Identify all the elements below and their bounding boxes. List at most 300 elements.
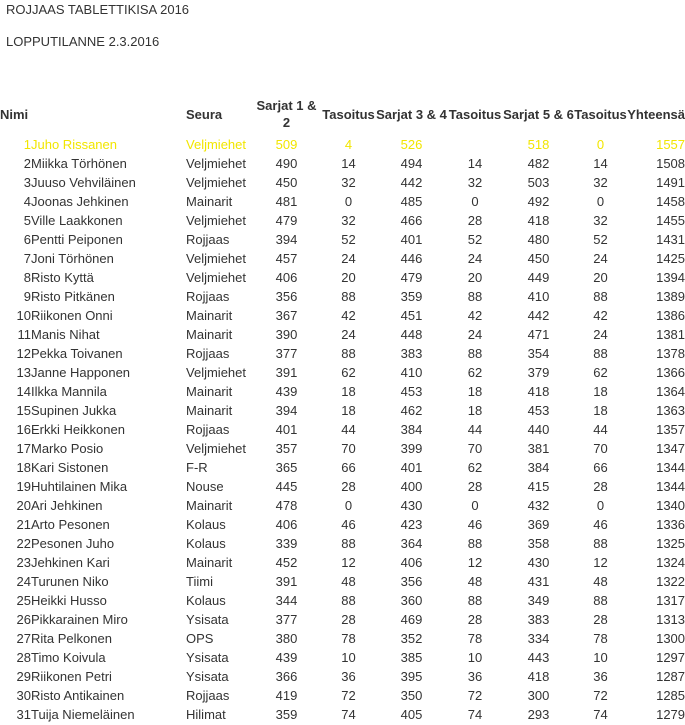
cell-sarjat-3-4: 364 bbox=[400, 536, 423, 551]
cell-tasoitus-2: 24 bbox=[467, 251, 483, 266]
cell-sarjat-5-6: 418 bbox=[527, 669, 550, 684]
cell-sarjat-3-4: 451 bbox=[400, 308, 423, 323]
cell-club: Veljmiehet bbox=[186, 441, 246, 456]
cell-tasoitus-2: 18 bbox=[467, 384, 483, 399]
cell-sarjat-1-2: 490 bbox=[275, 156, 298, 171]
cell-club: Veljmiehet bbox=[186, 365, 246, 380]
cell-total: 1366 bbox=[656, 365, 685, 380]
cell-tasoitus-3: 20 bbox=[593, 270, 608, 285]
cell-tasoitus-3: 72 bbox=[593, 688, 608, 703]
cell-name: Timo Koivula bbox=[31, 650, 106, 665]
cell-sarjat-5-6: 410 bbox=[527, 289, 550, 304]
cell-name: Rita Pelkonen bbox=[31, 631, 112, 646]
cell-rank: 20 bbox=[16, 498, 31, 513]
cell-total: 1389 bbox=[656, 289, 685, 304]
cell-tasoitus-2: 24 bbox=[467, 327, 483, 342]
cell-sarjat-5-6: 432 bbox=[527, 498, 550, 513]
cell-rank: 2 bbox=[23, 156, 31, 171]
cell-sarjat-3-4: 399 bbox=[400, 441, 423, 456]
cell-sarjat-1-2: 479 bbox=[275, 213, 298, 228]
table-row bbox=[0, 363, 685, 382]
cell-sarjat-5-6: 415 bbox=[527, 479, 550, 494]
cell-sarjat-3-4: 462 bbox=[400, 403, 423, 418]
cell-sarjat-5-6: 482 bbox=[527, 156, 550, 171]
cell-sarjat-5-6: 480 bbox=[527, 232, 550, 247]
cell-sarjat-3-4: 359 bbox=[400, 289, 423, 304]
cell-rank: 30 bbox=[16, 688, 31, 703]
cell-sarjat-5-6: 440 bbox=[527, 422, 550, 437]
cell-total: 1325 bbox=[656, 536, 685, 551]
cell-tasoitus-2: 88 bbox=[467, 536, 483, 551]
cell-club: Mainarit bbox=[186, 498, 233, 513]
cell-sarjat-1-2: 445 bbox=[275, 479, 298, 494]
cell-club: Mainarit bbox=[186, 194, 233, 209]
cell-tasoitus-2: 18 bbox=[467, 403, 483, 418]
table-row bbox=[0, 477, 685, 496]
cell-club: Kolaus bbox=[186, 517, 226, 532]
cell-name: Erkki Heikkonen bbox=[31, 422, 125, 437]
cell-rank: 26 bbox=[16, 612, 31, 627]
cell-total: 1458 bbox=[656, 194, 685, 209]
table-row bbox=[0, 686, 685, 705]
cell-tasoitus-3: 88 bbox=[593, 593, 608, 608]
cell-sarjat-5-6: 450 bbox=[527, 251, 550, 266]
cell-total: 1287 bbox=[656, 669, 685, 684]
cell-sarjat-3-4: 448 bbox=[400, 327, 423, 342]
cell-sarjat-3-4: 356 bbox=[400, 574, 423, 589]
cell-total: 1394 bbox=[656, 270, 685, 285]
header-sarjat-5-6: Sarjat 5 & 6 bbox=[503, 106, 574, 122]
cell-name: Joonas Jehkinen bbox=[31, 194, 129, 209]
cell-name: Tuija Niemeläinen bbox=[31, 707, 135, 722]
cell-name: Arto Pesonen bbox=[31, 517, 110, 532]
cell-club: Veljmiehet bbox=[186, 156, 246, 171]
cell-sarjat-1-2: 419 bbox=[275, 688, 298, 703]
cell-sarjat-5-6: 449 bbox=[527, 270, 550, 285]
cell-sarjat-5-6: 383 bbox=[527, 612, 550, 627]
table-row bbox=[0, 572, 685, 591]
cell-tasoitus-2: 88 bbox=[467, 289, 483, 304]
cell-tasoitus-2: 46 bbox=[467, 517, 483, 532]
cell-sarjat-5-6: 369 bbox=[527, 517, 550, 532]
cell-rank: 31 bbox=[16, 707, 31, 722]
table-row bbox=[0, 705, 685, 724]
header-tasoitus-3: Tasoitus bbox=[574, 106, 627, 122]
cell-club: Rojjaas bbox=[186, 688, 230, 703]
cell-total: 1357 bbox=[656, 422, 685, 437]
cell-tasoitus-3: 70 bbox=[593, 441, 608, 456]
header-tasoitus-2: Tasoitus bbox=[448, 106, 502, 122]
cell-tasoitus-2: 52 bbox=[467, 232, 483, 247]
cell-sarjat-1-2: 391 bbox=[275, 574, 298, 589]
cell-tasoitus-2: 70 bbox=[467, 441, 483, 456]
cell-tasoitus-3: 18 bbox=[593, 403, 608, 418]
cell-total: 1300 bbox=[656, 631, 685, 646]
cell-tasoitus-3: 24 bbox=[593, 327, 608, 342]
cell-sarjat-5-6: 430 bbox=[527, 555, 550, 570]
cell-tasoitus-2: 44 bbox=[467, 422, 483, 437]
cell-tasoitus-1: 78 bbox=[341, 631, 356, 646]
cell-sarjat-1-2: 457 bbox=[275, 251, 298, 266]
cell-sarjat-3-4: 485 bbox=[400, 194, 423, 209]
cell-tasoitus-1: 24 bbox=[341, 251, 356, 266]
cell-sarjat-1-2: 478 bbox=[275, 498, 298, 513]
cell-tasoitus-3: 18 bbox=[593, 384, 608, 399]
cell-tasoitus-2: 28 bbox=[467, 479, 483, 494]
cell-total: 1491 bbox=[656, 175, 685, 190]
cell-club: Kolaus bbox=[186, 536, 226, 551]
cell-total: 1455 bbox=[656, 213, 685, 228]
cell-sarjat-1-2: 401 bbox=[275, 422, 298, 437]
cell-rank: 18 bbox=[16, 460, 31, 475]
cell-tasoitus-3: 14 bbox=[593, 156, 608, 171]
cell-sarjat-3-4: 401 bbox=[400, 232, 423, 247]
cell-sarjat-5-6: 334 bbox=[527, 631, 550, 646]
cell-sarjat-1-2: 509 bbox=[275, 137, 298, 152]
cell-tasoitus-3: 24 bbox=[593, 251, 608, 266]
cell-rank: 23 bbox=[16, 555, 31, 570]
table-row bbox=[0, 211, 685, 230]
cell-sarjat-1-2: 339 bbox=[275, 536, 298, 551]
cell-sarjat-3-4: 352 bbox=[400, 631, 423, 646]
cell-tasoitus-2: 48 bbox=[467, 574, 483, 589]
cell-club: Veljmiehet bbox=[186, 270, 246, 285]
cell-total: 1297 bbox=[656, 650, 685, 665]
cell-tasoitus-3: 32 bbox=[593, 175, 608, 190]
cell-tasoitus-2: 88 bbox=[467, 593, 483, 608]
cell-sarjat-5-6: 300 bbox=[527, 688, 550, 703]
cell-club: Hilimat bbox=[186, 707, 226, 722]
cell-sarjat-3-4: 494 bbox=[400, 156, 423, 171]
cell-tasoitus-1: 70 bbox=[341, 441, 356, 456]
cell-sarjat-3-4: 446 bbox=[400, 251, 423, 266]
cell-club: Rojjaas bbox=[186, 346, 230, 361]
cell-sarjat-3-4: 453 bbox=[400, 384, 423, 399]
cell-rank: 10 bbox=[16, 308, 31, 323]
cell-rank: 17 bbox=[16, 441, 31, 456]
cell-sarjat-5-6: 358 bbox=[527, 536, 550, 551]
cell-sarjat-5-6: 384 bbox=[527, 460, 550, 475]
cell-tasoitus-1: 88 bbox=[341, 289, 356, 304]
cell-rank: 11 bbox=[17, 327, 31, 342]
table-row bbox=[0, 382, 685, 401]
cell-tasoitus-3: 28 bbox=[593, 612, 608, 627]
cell-sarjat-3-4: 469 bbox=[400, 612, 423, 627]
cell-tasoitus-3: 62 bbox=[593, 365, 608, 380]
cell-rank: 4 bbox=[23, 194, 31, 209]
cell-tasoitus-1: 4 bbox=[344, 137, 353, 152]
cell-sarjat-1-2: 367 bbox=[275, 308, 298, 323]
cell-sarjat-1-2: 394 bbox=[275, 232, 298, 247]
cell-tasoitus-1: 0 bbox=[344, 194, 353, 209]
cell-tasoitus-2: 28 bbox=[467, 213, 483, 228]
cell-total: 1378 bbox=[656, 346, 685, 361]
cell-tasoitus-1: 36 bbox=[341, 669, 356, 684]
cell-sarjat-3-4: 526 bbox=[400, 137, 423, 152]
cell-rank: 19 bbox=[16, 479, 31, 494]
cell-name: Pesonen Juho bbox=[31, 536, 115, 551]
cell-sarjat-5-6: 518 bbox=[527, 137, 550, 152]
cell-tasoitus-2: 42 bbox=[467, 308, 483, 323]
cell-total: 1364 bbox=[656, 384, 685, 399]
cell-total: 1386 bbox=[656, 308, 685, 323]
cell-name: Kari Sistonen bbox=[31, 460, 109, 475]
cell-club: Nouse bbox=[186, 479, 224, 494]
cell-sarjat-5-6: 381 bbox=[527, 441, 550, 456]
cell-sarjat-1-2: 452 bbox=[275, 555, 298, 570]
cell-sarjat-1-2: 481 bbox=[275, 194, 298, 209]
table-row bbox=[0, 496, 685, 515]
cell-tasoitus-3: 36 bbox=[593, 669, 608, 684]
cell-club: F-R bbox=[186, 460, 208, 475]
cell-tasoitus-3: 0 bbox=[596, 194, 605, 209]
table-row bbox=[0, 344, 685, 363]
cell-tasoitus-1: 88 bbox=[341, 346, 356, 361]
cell-tasoitus-2: 36 bbox=[467, 669, 483, 684]
table-row bbox=[0, 268, 685, 287]
cell-sarjat-1-2: 357 bbox=[275, 441, 298, 456]
cell-tasoitus-3: 66 bbox=[593, 460, 608, 475]
cell-tasoitus-3: 74 bbox=[593, 707, 608, 722]
cell-tasoitus-2: 0 bbox=[471, 498, 479, 513]
cell-tasoitus-3: 32 bbox=[593, 213, 608, 228]
page-title: ROJJAAS TABLETTIKISA 2016 bbox=[6, 2, 190, 17]
cell-total: 1322 bbox=[656, 574, 685, 589]
cell-sarjat-3-4: 430 bbox=[400, 498, 423, 513]
header-nimi: Nimi bbox=[0, 106, 29, 122]
cell-sarjat-3-4: 406 bbox=[400, 555, 423, 570]
cell-tasoitus-1: 28 bbox=[341, 479, 356, 494]
cell-sarjat-5-6: 442 bbox=[527, 308, 550, 323]
cell-tasoitus-1: 28 bbox=[341, 612, 356, 627]
cell-rank: 28 bbox=[16, 650, 31, 665]
cell-name: Ville Laakkonen bbox=[31, 213, 123, 228]
cell-tasoitus-3: 48 bbox=[593, 574, 608, 589]
cell-sarjat-3-4: 350 bbox=[400, 688, 423, 703]
cell-sarjat-5-6: 379 bbox=[527, 365, 550, 380]
cell-club: OPS bbox=[186, 631, 214, 646]
cell-club: Mainarit bbox=[186, 403, 233, 418]
cell-sarjat-3-4: 384 bbox=[400, 422, 423, 437]
cell-tasoitus-1: 74 bbox=[341, 707, 356, 722]
cell-total: 1363 bbox=[656, 403, 685, 418]
table-row bbox=[0, 534, 685, 553]
cell-sarjat-1-2: 365 bbox=[275, 460, 298, 475]
cell-sarjat-3-4: 400 bbox=[400, 479, 423, 494]
cell-total: 1344 bbox=[656, 460, 685, 475]
cell-sarjat-3-4: 383 bbox=[400, 346, 423, 361]
cell-total: 1324 bbox=[656, 555, 685, 570]
cell-tasoitus-1: 88 bbox=[341, 536, 356, 551]
table-row bbox=[0, 192, 685, 211]
cell-total: 1279 bbox=[656, 707, 685, 722]
cell-sarjat-3-4: 360 bbox=[400, 593, 423, 608]
cell-total: 1508 bbox=[656, 156, 685, 171]
cell-sarjat-1-2: 391 bbox=[275, 365, 298, 380]
cell-sarjat-5-6: 492 bbox=[527, 194, 550, 209]
table-row bbox=[0, 249, 685, 268]
cell-total: 1347 bbox=[656, 441, 685, 456]
cell-club: Rojjaas bbox=[186, 232, 230, 247]
cell-tasoitus-1: 48 bbox=[341, 574, 356, 589]
table-row bbox=[0, 648, 685, 667]
cell-name: Pikkarainen Miro bbox=[31, 612, 128, 627]
cell-sarjat-1-2: 439 bbox=[275, 650, 298, 665]
cell-rank: 22 bbox=[16, 536, 31, 551]
cell-club: Veljmiehet bbox=[186, 175, 246, 190]
cell-sarjat-1-2: 406 bbox=[275, 270, 298, 285]
cell-tasoitus-3: 0 bbox=[596, 137, 605, 152]
cell-sarjat-3-4: 401 bbox=[400, 460, 423, 475]
cell-rank: 14 bbox=[16, 384, 31, 399]
cell-name: Huhtilainen Mika bbox=[31, 479, 128, 494]
cell-rank: 3 bbox=[23, 175, 31, 190]
cell-tasoitus-1: 52 bbox=[341, 232, 356, 247]
cell-sarjat-1-2: 366 bbox=[275, 669, 298, 684]
cell-tasoitus-2: 74 bbox=[467, 707, 483, 722]
cell-name: Risto Antikainen bbox=[31, 688, 125, 703]
cell-total: 1557 bbox=[656, 137, 685, 152]
table-row bbox=[0, 515, 685, 534]
cell-club: Rojjaas bbox=[186, 422, 230, 437]
cell-club: Mainarit bbox=[186, 384, 233, 399]
cell-club: Tiimi bbox=[186, 574, 213, 589]
cell-total: 1344 bbox=[656, 479, 685, 494]
cell-name: Ari Jehkinen bbox=[31, 498, 103, 513]
cell-sarjat-5-6: 453 bbox=[527, 403, 550, 418]
cell-name: Miikka Törhönen bbox=[31, 156, 127, 171]
table-row bbox=[0, 458, 685, 477]
header-seura: Seura bbox=[186, 106, 223, 122]
table-row bbox=[0, 553, 685, 572]
cell-total: 1313 bbox=[656, 612, 685, 627]
table-row bbox=[0, 439, 685, 458]
cell-name: Ilkka Mannila bbox=[31, 384, 107, 399]
cell-tasoitus-3: 28 bbox=[593, 479, 608, 494]
cell-sarjat-1-2: 406 bbox=[275, 517, 298, 532]
cell-tasoitus-1: 32 bbox=[341, 213, 356, 228]
cell-sarjat-3-4: 385 bbox=[400, 650, 423, 665]
cell-rank: 6 bbox=[23, 232, 31, 247]
cell-sarjat-3-4: 442 bbox=[400, 175, 423, 190]
cell-rank: 29 bbox=[16, 669, 31, 684]
header-yhteensa: Yhteensä bbox=[627, 106, 685, 122]
cell-tasoitus-1: 72 bbox=[341, 688, 356, 703]
cell-name: Marko Posio bbox=[31, 441, 104, 456]
cell-sarjat-3-4: 466 bbox=[400, 213, 423, 228]
cell-rank: 27 bbox=[16, 631, 31, 646]
cell-sarjat-3-4: 423 bbox=[400, 517, 423, 532]
cell-sarjat-3-4: 479 bbox=[400, 270, 423, 285]
cell-tasoitus-1: 10 bbox=[341, 650, 356, 665]
cell-tasoitus-2: 88 bbox=[467, 346, 483, 361]
cell-rank: 7 bbox=[23, 251, 31, 266]
cell-sarjat-5-6: 418 bbox=[527, 213, 550, 228]
cell-tasoitus-3: 10 bbox=[593, 650, 608, 665]
cell-name: Juho Rissanen bbox=[31, 137, 117, 152]
cell-sarjat-1-2: 394 bbox=[275, 403, 298, 418]
cell-name: Risto Kyttä bbox=[31, 270, 94, 285]
table-row bbox=[0, 287, 685, 306]
cell-sarjat-1-2: 344 bbox=[275, 593, 298, 608]
cell-tasoitus-2: 72 bbox=[467, 688, 483, 703]
cell-name: Pentti Peiponen bbox=[31, 232, 123, 247]
cell-rank: 21 bbox=[16, 517, 31, 532]
cell-sarjat-3-4: 405 bbox=[400, 707, 423, 722]
cell-sarjat-3-4: 395 bbox=[400, 669, 423, 684]
cell-tasoitus-3: 88 bbox=[593, 289, 608, 304]
cell-total: 1340 bbox=[656, 498, 685, 513]
cell-rank: 13 bbox=[16, 365, 31, 380]
cell-club: Veljmiehet bbox=[186, 137, 246, 152]
cell-tasoitus-1: 14 bbox=[341, 156, 356, 171]
cell-tasoitus-2: 12 bbox=[467, 555, 483, 570]
cell-rank: 16 bbox=[16, 422, 31, 437]
cell-tasoitus-3: 78 bbox=[593, 631, 608, 646]
table-row bbox=[0, 401, 685, 420]
cell-tasoitus-1: 62 bbox=[341, 365, 356, 380]
cell-total: 1336 bbox=[656, 517, 685, 532]
cell-tasoitus-3: 12 bbox=[593, 555, 608, 570]
cell-sarjat-5-6: 418 bbox=[527, 384, 550, 399]
cell-tasoitus-2: 14 bbox=[467, 156, 483, 171]
cell-tasoitus-2 bbox=[447, 135, 503, 154]
cell-tasoitus-1: 88 bbox=[341, 593, 356, 608]
cell-club: Kolaus bbox=[186, 593, 226, 608]
cell-tasoitus-3: 44 bbox=[593, 422, 608, 437]
cell-name: Risto Pitkänen bbox=[31, 289, 115, 304]
table-row bbox=[0, 420, 685, 439]
cell-tasoitus-1: 42 bbox=[341, 308, 356, 323]
cell-tasoitus-3: 0 bbox=[596, 498, 605, 513]
table-row bbox=[0, 667, 685, 686]
header-sarjat-1-2: Sarjat 1 & 2 bbox=[256, 98, 317, 130]
cell-sarjat-1-2: 377 bbox=[275, 346, 298, 361]
cell-club: Ysisata bbox=[186, 650, 229, 665]
table-header-row bbox=[0, 93, 685, 135]
cell-tasoitus-2: 32 bbox=[467, 175, 483, 190]
cell-tasoitus-3: 88 bbox=[593, 346, 608, 361]
cell-tasoitus-2: 10 bbox=[467, 650, 483, 665]
cell-tasoitus-1: 32 bbox=[341, 175, 356, 190]
table-row bbox=[0, 230, 685, 249]
cell-total: 1285 bbox=[656, 688, 685, 703]
cell-club: Rojjaas bbox=[186, 289, 230, 304]
cell-sarjat-5-6: 443 bbox=[527, 650, 550, 665]
cell-tasoitus-2: 20 bbox=[467, 270, 483, 285]
cell-tasoitus-2: 62 bbox=[467, 460, 483, 475]
cell-name: Riikonen Petri bbox=[31, 669, 112, 684]
cell-name: Juuso Vehviläinen bbox=[31, 175, 136, 190]
header-tasoitus-1: Tasoitus bbox=[322, 106, 375, 122]
cell-rank: 25 bbox=[16, 593, 31, 608]
cell-tasoitus-1: 18 bbox=[341, 403, 356, 418]
cell-sarjat-1-2: 390 bbox=[275, 327, 298, 342]
cell-rank: 9 bbox=[23, 289, 31, 304]
cell-name: Heikki Husso bbox=[31, 593, 107, 608]
cell-club: Veljmiehet bbox=[186, 213, 246, 228]
header-sarjat-3-4: Sarjat 3 & 4 bbox=[376, 106, 447, 122]
cell-rank: 15 bbox=[16, 403, 31, 418]
cell-tasoitus-2: 0 bbox=[471, 194, 479, 209]
cell-name: Supinen Jukka bbox=[31, 403, 117, 418]
cell-name: Manis Nihat bbox=[31, 327, 100, 342]
table-row bbox=[0, 591, 685, 610]
table-row bbox=[0, 306, 685, 325]
cell-rank: 8 bbox=[23, 270, 31, 285]
cell-sarjat-5-6: 293 bbox=[527, 707, 550, 722]
cell-rank: 24 bbox=[16, 574, 31, 589]
